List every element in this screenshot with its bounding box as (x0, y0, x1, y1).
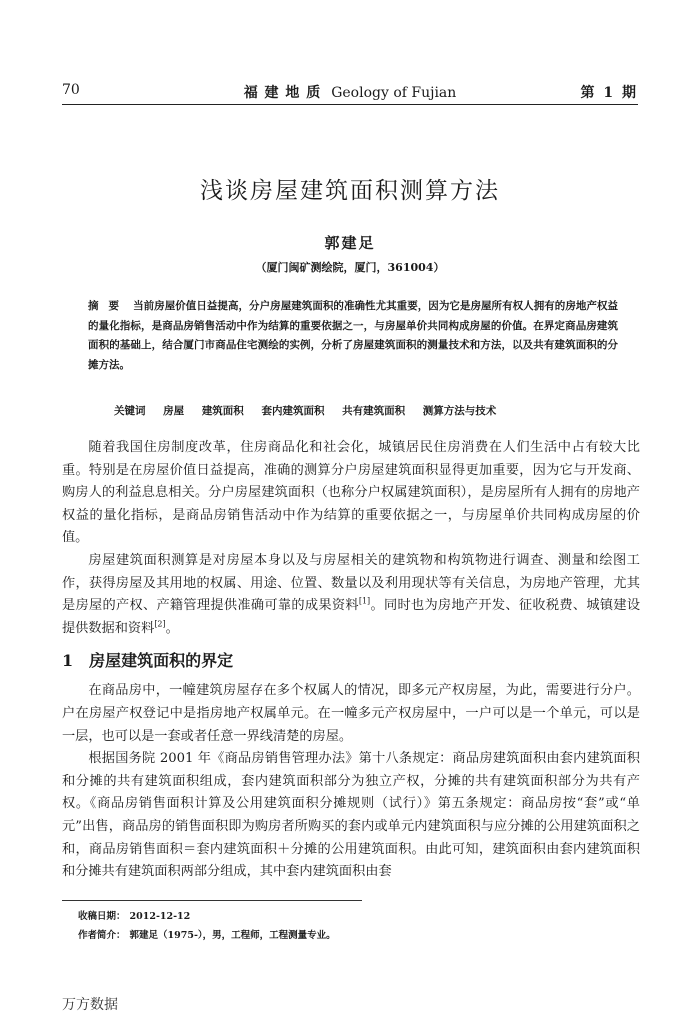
abstract-text: 当前房屋价值日益提高，分户房屋建筑面积的准确性尤其重要，因为它是房屋所有权人拥有的房地产权益的量化指标，是商品房销售活动中作为结算的重要依据之一，与房屋单价共同构成房屋的价值。在界定商品房建筑面积的基础上，结合厦门市商品住宅测绘的实例，分析了房屋建筑面积的测量技术和方法，以及共有建筑面积的分摊方法。 (88, 300, 619, 371)
section-number: 1 (62, 651, 74, 671)
author-affiliation: （厦门闽矿测绘院，厦门，361004） (255, 261, 445, 274)
paper-title: 浅谈房屋建筑面积测算方法 (200, 178, 500, 204)
section-title: 房屋建筑面积的界定 (89, 651, 234, 671)
body-text (62, 437, 640, 884)
section-1-paragraph-2: 根据国务院 2001 年《商品房销售管理办法》第十八条规定：商品房建筑面积由套内建筑面积和分摊的共有建筑面积组成，套内建筑面积部分为独立产权，分摊的共有建筑面积部分为共有产权。《商品房销售面积计算及公用建筑面积分摊规则（试行）》第五条规定：商品房按“套”或“单元”出售，商品房的销售面积即为购房者所购买的套内或单元内建筑面积与应分摊的公用建筑面积之和，商品房销售面积＝套内建筑面积＋分摊的公用建筑面积。由此可知，建筑面积由套内建筑面积和分摊共有建筑面积两部分组成，其中套内建筑面积由套 (62, 751, 640, 880)
abstract-label: 摘要 (88, 300, 130, 312)
received-label: 收稿日期： (78, 911, 126, 922)
keywords-label: 关键词 (114, 405, 146, 417)
author-bio-note (78, 926, 336, 945)
received-date-note (78, 907, 336, 926)
journal-name-en: Geology of Fujian (331, 85, 457, 101)
intro-paragraph-2-text-c: 。 (165, 620, 179, 636)
journal-name-cn: 福 建 地 质 (243, 85, 322, 101)
journal-name (62, 82, 638, 102)
intro-paragraph-2 (62, 550, 640, 640)
author-name: 郭建足 (324, 234, 376, 252)
footnotes (78, 907, 336, 945)
keyword: 套内建筑面积 (261, 405, 325, 417)
section-1-paragraph-1: 在商品房中，一幢建筑房屋存在多个权属人的情况，即多元产权房屋，为此，需要进行分户。户在房屋产权登记中是指房地产权属单元。在一幢多元产权房屋中，一户可以是一个单元，可以是一层，也可以是一套或者任意一界线清楚的房屋。 (62, 683, 640, 744)
keyword: 房屋 (163, 405, 185, 417)
author-bio: 郭建足（1975-），男，工程师，工程测量专业。 (129, 930, 336, 941)
source-watermark: 万方数据 (62, 997, 118, 1013)
keywords (114, 403, 634, 418)
page-number: 70 (62, 82, 80, 98)
intro-paragraph-1: 随着我国住房制度改革，住房商品化和社会化，城镇居民住房消费在人们生活中占有较大比重。特别是在房屋价值日益提高，准确的测算分户房屋建筑面积显得更加重要，因为它与开发商、购房人的利益息息相关。分户房屋建筑面积（也称分户权属建筑面积），是房屋所有人拥有的房地产权益的量化指标，是商品房销售活动中作为结算的重要依据之一，与房屋单价共同构成房屋的价值。 (62, 440, 640, 546)
footnote-divider (62, 900, 362, 901)
running-header (62, 80, 638, 105)
bio-label: 作者简介： (78, 930, 126, 941)
received-date: 2012-12-12 (129, 911, 191, 922)
intro-paragraph-2-text-b: 。同时也为房地产开发、征收税费、城镇建设提供数据和资料 (62, 598, 641, 636)
citation-2: [2] (154, 619, 166, 629)
keyword: 建筑面积 (201, 405, 244, 417)
issue-number: 第 1 期 (580, 85, 638, 101)
keyword: 测算方法与技术 (422, 405, 497, 417)
section-1-heading (62, 649, 640, 673)
keyword: 共有建筑面积 (342, 405, 406, 417)
citation-1: [1] (358, 596, 371, 606)
intro-paragraph-2-text-a: 房屋建筑面积测算是对房屋本身以及与房屋相关的建筑物和构筑物进行调查、测量和绘图工作，获得房屋及其用地的权属、用途、位置、数量以及利用现状等有关信息，为房地产管理，尤其是房屋的产权、产籍管理提供准确可靠的成果资料 (62, 552, 640, 614)
abstract (88, 297, 618, 375)
